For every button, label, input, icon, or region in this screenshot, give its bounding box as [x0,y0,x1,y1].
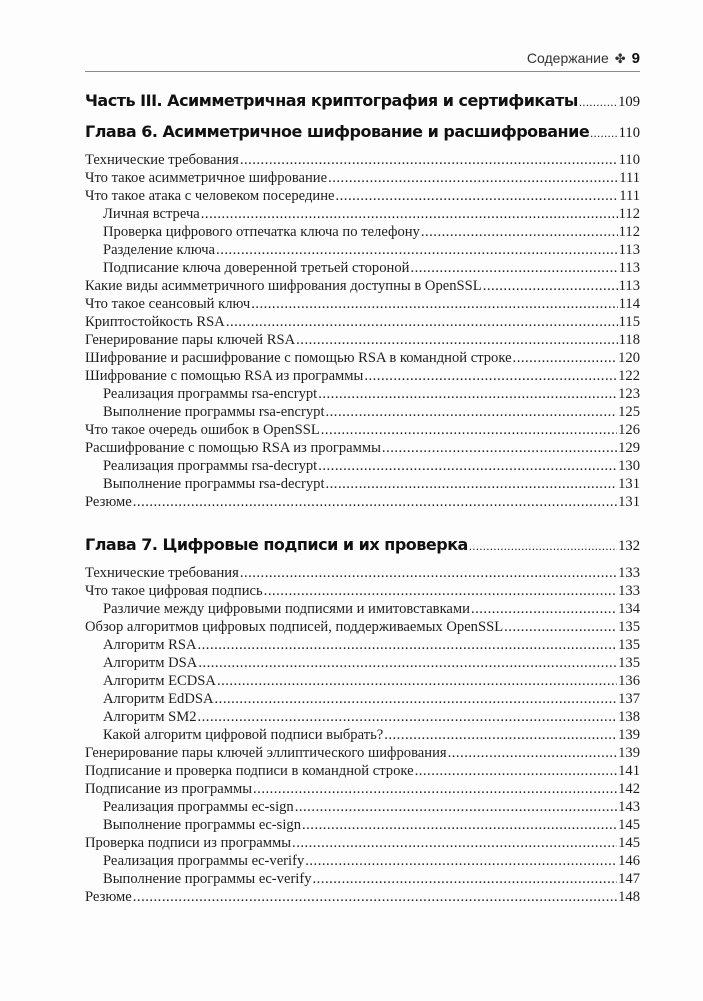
toc-chapter-heading[interactable]: Глава 6. Асимметричное шифрование и расшифрование ..... 110 [85,120,640,144]
toc-subentry[interactable]: Разделение ключа ..... 113 [85,241,640,259]
toc-entry[interactable]: Что такое асимметричное шифрование ..... 111 [85,169,640,187]
toc-entry[interactable]: Технические требования ..... 110 [85,151,640,169]
toc-entry[interactable]: Обзор алгоритмов цифровых подписей, поддерживаемых OpenSSL ..... 135 [85,618,640,636]
toc-entry[interactable]: Генерирование пары ключей эллиптического шифрования ..... 139 [85,744,640,762]
toc-entry[interactable]: Что такое цифровая подпись ..... 133 [85,582,640,600]
toc-subentry[interactable]: Различие между цифровыми подписями и имитовставками ..... 134 [85,600,640,618]
toc-subentry[interactable]: Алгоритм SM2 ..... 138 [85,708,640,726]
page-number: 9 [631,50,640,67]
leader-dots [590,121,617,144]
toc-subentry[interactable]: Алгоритм EdDSA ..... 137 [85,690,640,708]
running-head [85,50,640,70]
toc-entry[interactable]: Какие виды асимметричного шифрования доступны в OpenSSL ..... 113 [85,277,640,295]
toc-subentry[interactable]: Проверка цифрового отпечатка ключа по телефону ..... 112 [85,223,640,241]
toc-entry[interactable]: Шифрование с помощью RSA из программы ..... 122 [85,367,640,385]
toc-subentry[interactable]: Алгоритм ECDSA ..... 136 [85,672,640,690]
toc-entry[interactable]: Подписание и проверка подписи в командной строке ..... 141 [85,762,640,780]
toc-subentry[interactable]: Реализация программы ec-verify ..... 146 [85,852,640,870]
running-head-title: Содержание [526,50,609,66]
toc-part-heading[interactable]: Часть III. Асимметричная криптография и сертификаты ..... 109 [85,89,640,113]
toc-entry[interactable]: Шифрование и расшифрование с помощью RSA в командной строке ..... 120 [85,349,640,367]
toc-entry[interactable]: Криптостойкость RSA ..... 115 [85,313,640,331]
toc-subentry[interactable]: Выполнение программы ec-sign ..... 145 [85,816,640,834]
toc-subentry[interactable]: Реализация программы ec-sign ..... 143 [85,798,640,816]
toc-entry[interactable]: Расшифрование с помощью RSA из программы ..... 129 [85,439,640,457]
toc-entry[interactable]: Что такое очередь ошибок в OpenSSL ..... 126 [85,421,640,439]
toc-subentry[interactable]: Личная встреча ..... 112 [85,205,640,223]
toc-entry[interactable]: Технические требования ..... 133 [85,564,640,582]
toc-entry[interactable]: Что такое атака с человеком посередине ..... 111 [85,187,640,205]
leader-dots [579,90,617,113]
toc-subentry[interactable]: Выполнение программы ec-verify ..... 147 [85,870,640,888]
toc-subentry[interactable]: Выполнение программы rsa-decrypt ..... 131 [85,475,640,493]
leader-dots [469,534,617,557]
toc-subentry[interactable]: Алгоритм DSA ..... 135 [85,654,640,672]
header-rule [85,71,640,72]
toc-subentry[interactable]: Алгоритм RSA ..... 135 [85,636,640,654]
toc-subentry[interactable]: Какой алгоритм цифровой подписи выбрать? ..... 139 [85,726,640,744]
toc-entry[interactable]: Проверка подписи из программы ..... 145 [85,834,640,852]
toc-entry[interactable]: Резюме ..... 131 [85,493,640,511]
toc-subentry[interactable]: Выполнение программы rsa-encrypt ..... 125 [85,403,640,421]
toc-chapter-heading[interactable]: Глава 7. Цифровые подписи и их проверка ..... 132 [85,533,640,557]
toc-entry[interactable]: Подписание из программы ..... 142 [85,780,640,798]
toc-subentry[interactable]: Реализация программы rsa-encrypt ..... 123 [85,385,640,403]
toc-entry[interactable]: Резюме ..... 148 [85,888,640,906]
fleuron-icon: ✤ [614,51,626,66]
toc-entry[interactable]: Что такое сеансовый ключ ..... 114 [85,295,640,313]
toc-subentry[interactable]: Реализация программы rsa-decrypt ..... 130 [85,457,640,475]
toc-subentry[interactable]: Подписание ключа доверенной третьей стороной ..... 113 [85,259,640,277]
toc-entry[interactable]: Генерирование пары ключей RSA ..... 118 [85,331,640,349]
